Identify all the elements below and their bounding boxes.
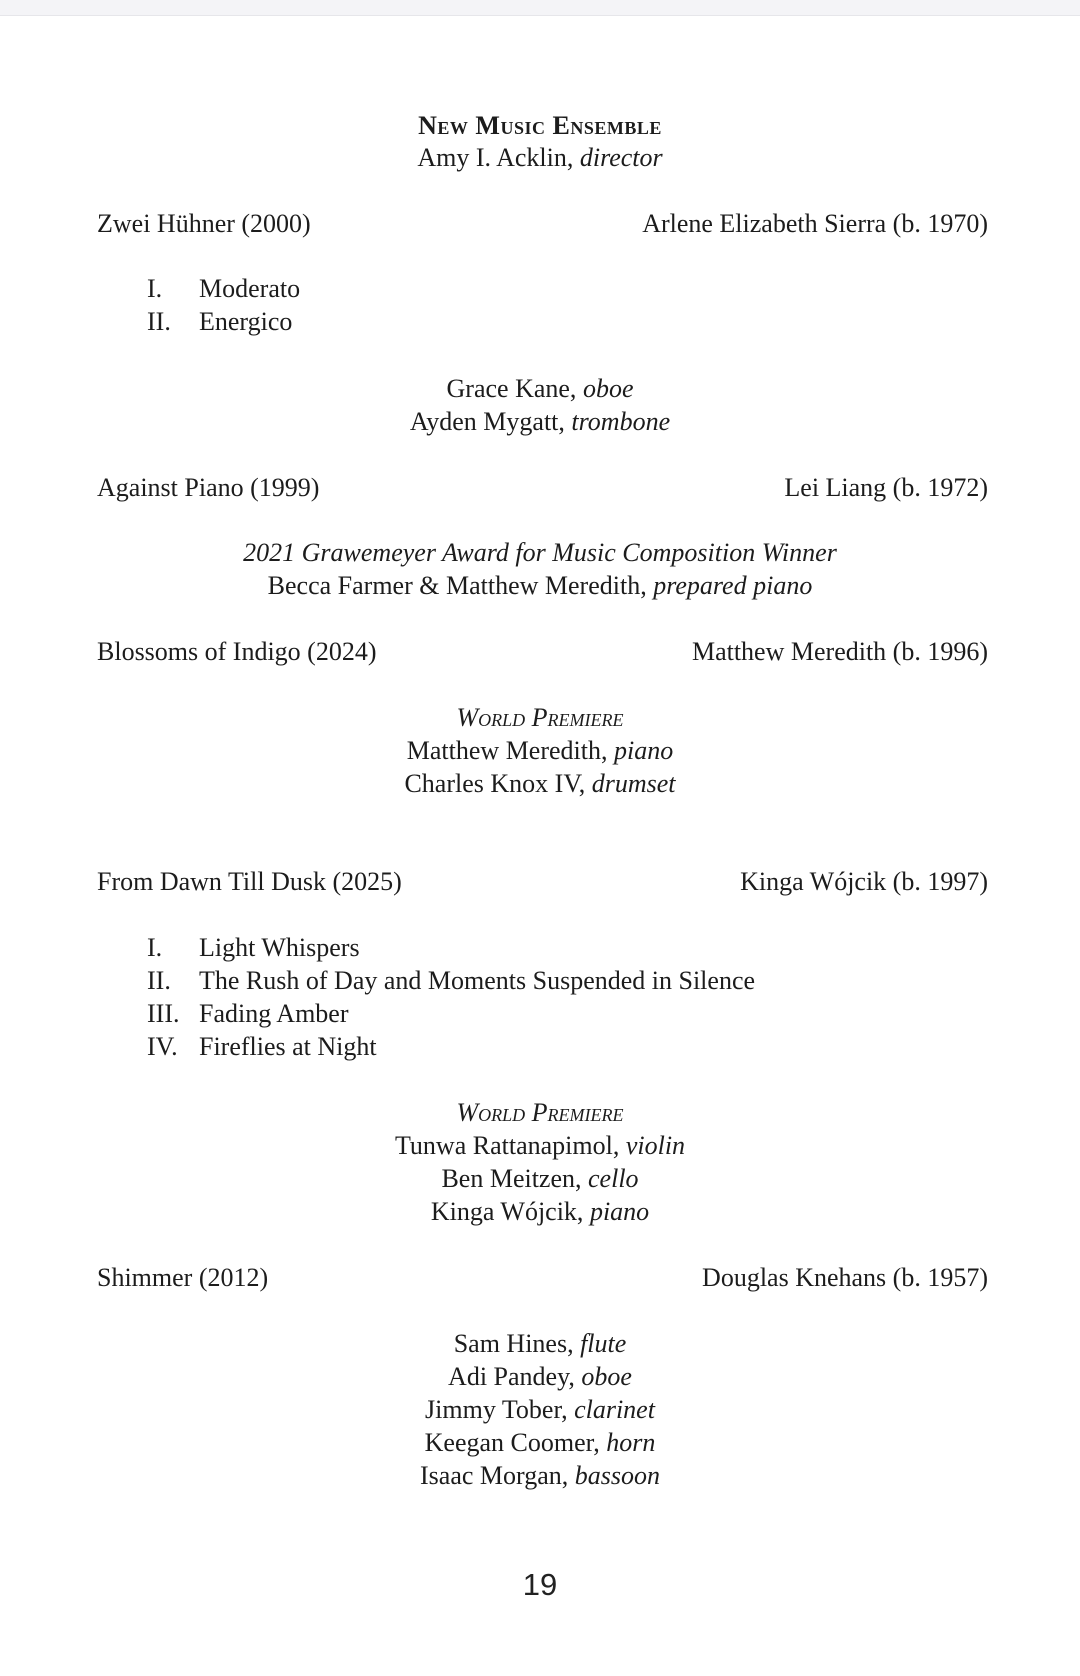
director-role: director [579,143,663,172]
performer-line [0,735,1080,767]
movement-name: Fading Amber [199,999,349,1028]
page-number: 19 [522,1567,558,1602]
piece-title: Shimmer (2012) [97,1263,269,1292]
performer-name: Matthew Meredith, [406,736,608,765]
performer-name: Kinga Wójcik, [430,1197,584,1226]
performer-name: Adi Pandey, [448,1362,575,1391]
performer-line [0,1394,1080,1426]
piece-title: From Dawn Till Dusk (2025) [97,867,402,896]
performer-line [0,1361,1080,1393]
performer-instrument: piano [614,736,674,765]
performer-name: Ben Meitzen, [441,1164,582,1193]
premiere-note: World Premiere [456,1098,624,1127]
piece-title: Zwei Hühner (2000) [97,209,311,238]
piece-title: Against Piano (1999) [97,473,320,502]
movement-number: III. [147,999,180,1028]
movement-number: IV. [147,1032,178,1061]
piece-composer: Douglas Knehans (b. 1957) [702,1263,988,1292]
director-name: Amy I. Acklin [417,143,567,172]
performer-instrument: flute [580,1329,627,1358]
performer-name: Charles Knox IV, [404,769,586,798]
performer-name: Grace Kane, [446,374,577,403]
performer-line [0,1196,1080,1228]
movement-number: II. [147,307,171,336]
performer-name: Becca Farmer & Matthew Meredith, [267,571,647,600]
movement-number: II. [147,966,171,995]
performer-instrument: clarinet [574,1395,655,1424]
movement-name: The Rush of Day and Moments Suspended in Silence [199,966,756,995]
performer-name: Tunwa Rattanapimol, [394,1131,620,1160]
performer-line [0,768,1080,800]
ensemble-title: New Music Ensemble [418,111,662,140]
premiere-note: World Premiere [456,703,624,732]
performer-line [0,373,1080,405]
piece-title: Blossoms of Indigo (2024) [97,637,377,666]
award-note: 2021 Grawemeyer Award for Music Composition Winner [243,538,837,567]
performer-instrument: cello [588,1164,639,1193]
piece-composer: Matthew Meredith (b. 1996) [691,637,988,666]
performer-name: Keegan Coomer, [424,1428,600,1457]
movement-name: Light Whispers [199,933,360,962]
piece-composer: Kinga Wójcik (b. 1997) [740,867,988,896]
performer-instrument: violin [625,1131,686,1160]
movement-name: Energico [199,307,293,336]
performer-name: Jimmy Tober, [425,1395,568,1424]
performer-instrument: oboe [581,1362,632,1391]
performer-line [0,1328,1080,1360]
performer-line [0,570,1080,602]
director-line: Amy I. Acklin, director [417,143,663,172]
performer-line [0,1427,1080,1459]
movement-name: Fireflies at Night [199,1032,377,1061]
performer-instrument: oboe [582,374,634,403]
performer-line [0,1163,1080,1195]
performer-line [0,1460,1080,1492]
performer-instrument: bassoon [574,1461,660,1490]
performer-instrument: piano [589,1197,650,1226]
performer-name: Isaac Morgan, [420,1461,569,1490]
movement-name: Moderato [199,274,301,303]
performer-line [0,406,1080,438]
movement-number: I. [147,933,163,962]
performer-instrument: prepared piano [653,571,813,600]
performer-line [0,1130,1080,1162]
piece-composer: Arlene Elizabeth Sierra (b. 1970) [642,209,988,238]
performer-name: Sam Hines, [453,1329,574,1358]
piece-composer: Lei Liang (b. 1972) [784,473,988,502]
movement-number: I. [147,274,163,303]
performer-instrument: drumset [591,769,676,798]
performer-name: Ayden Mygatt, [409,407,565,436]
performer-instrument: trombone [571,407,671,436]
performer-instrument: horn [606,1428,656,1457]
